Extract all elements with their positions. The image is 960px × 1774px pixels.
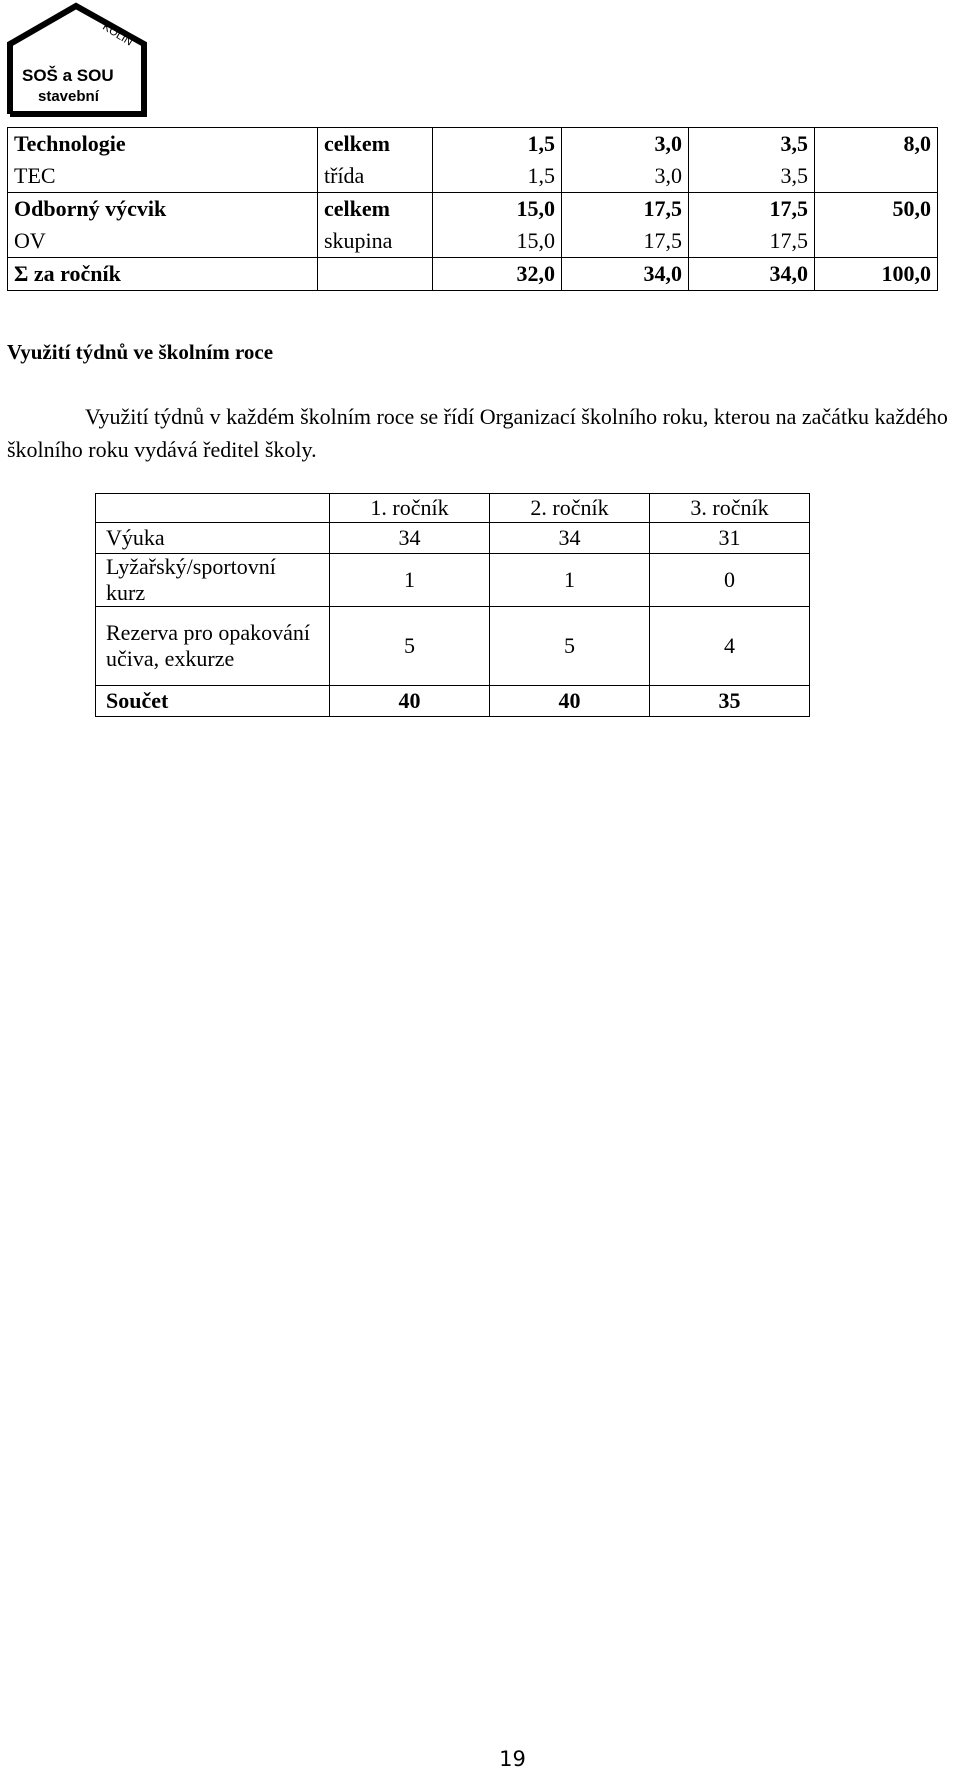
cell-value: 40 bbox=[490, 686, 650, 717]
cell-value: 34 bbox=[490, 523, 650, 554]
cell-value: 5 bbox=[490, 607, 650, 686]
cell-value: 0 bbox=[650, 554, 810, 607]
header-cell: 1. ročník bbox=[330, 494, 490, 523]
table-row bbox=[8, 193, 938, 226]
cell-value: 15,0 bbox=[433, 193, 562, 226]
cell-value: 40 bbox=[330, 686, 490, 717]
cell-value: 17,5 bbox=[689, 193, 815, 226]
logo-line2: stavební bbox=[38, 88, 99, 105]
row-label: TEC bbox=[8, 160, 318, 193]
row-label: Rezerva pro opakování učiva, exkurze bbox=[96, 607, 330, 686]
cell-value: 4 bbox=[650, 607, 810, 686]
cell-value: 8,0 bbox=[815, 128, 938, 161]
cell-value: 17,5 bbox=[562, 225, 689, 258]
weeks-table bbox=[95, 493, 810, 717]
row-type: celkem bbox=[318, 128, 433, 161]
house-logo-icon bbox=[6, 2, 150, 122]
header-cell: 3. ročník bbox=[650, 494, 810, 523]
cell-value: 100,0 bbox=[815, 258, 938, 291]
cell-value: 34,0 bbox=[689, 258, 815, 291]
row-label: Odborný výcvik bbox=[8, 193, 318, 226]
table-row bbox=[8, 258, 938, 291]
table-row bbox=[96, 523, 810, 554]
cell-value: 5 bbox=[330, 607, 490, 686]
cell-value: 31 bbox=[650, 523, 810, 554]
table-row bbox=[8, 225, 938, 258]
cell-value: 34 bbox=[330, 523, 490, 554]
school-logo bbox=[6, 2, 150, 122]
cell-value: 3,0 bbox=[562, 160, 689, 193]
cell-value: 34,0 bbox=[562, 258, 689, 291]
page-number: 19 bbox=[499, 1747, 526, 1771]
cell-value: 3,5 bbox=[689, 160, 815, 193]
cell-value: 35 bbox=[650, 686, 810, 717]
cell-value: 3,0 bbox=[562, 128, 689, 161]
table-row bbox=[8, 160, 938, 193]
row-label: Výuka bbox=[96, 523, 330, 554]
row-label: Součet bbox=[96, 686, 330, 717]
cell-value bbox=[815, 225, 938, 258]
cell-value: 3,5 bbox=[689, 128, 815, 161]
hours-table-body bbox=[8, 128, 938, 291]
logo-line1: SOŠ a SOU bbox=[22, 66, 114, 85]
row-type: celkem bbox=[318, 193, 433, 226]
table-row bbox=[96, 607, 810, 686]
table-row bbox=[8, 128, 938, 161]
header-cell: 2. ročník bbox=[490, 494, 650, 523]
cell-value: 17,5 bbox=[689, 225, 815, 258]
table-row bbox=[96, 554, 810, 607]
weeks-header-row bbox=[96, 494, 810, 523]
cell-value: 1,5 bbox=[433, 128, 562, 161]
cell-value: 1,5 bbox=[433, 160, 562, 193]
hours-table bbox=[7, 127, 938, 291]
logo-town-text: KOLÍN bbox=[100, 20, 135, 49]
row-type: skupina bbox=[318, 225, 433, 258]
cell-value bbox=[815, 160, 938, 193]
row-type: třída bbox=[318, 160, 433, 193]
cell-value: 1 bbox=[490, 554, 650, 607]
section-paragraph: Využití týdnů v každém školním roce se řídí Organizací školního roku, kterou na začátku každého školního roku vydává ředitel školy. bbox=[7, 404, 948, 462]
cell-value: 17,5 bbox=[562, 193, 689, 226]
header-cell bbox=[96, 494, 330, 523]
row-label: Lyžařský/sportovní kurz bbox=[96, 554, 330, 607]
row-type bbox=[318, 258, 433, 291]
cell-value: 1 bbox=[330, 554, 490, 607]
cell-value: 32,0 bbox=[433, 258, 562, 291]
row-label: OV bbox=[8, 225, 318, 258]
cell-value: 50,0 bbox=[815, 193, 938, 226]
sum-row bbox=[96, 686, 810, 717]
cell-value: 15,0 bbox=[433, 225, 562, 258]
row-label: Σ za ročník bbox=[8, 258, 318, 291]
row-label: Technologie bbox=[8, 128, 318, 161]
section-heading: Využití týdnů ve školním roce bbox=[7, 340, 274, 364]
